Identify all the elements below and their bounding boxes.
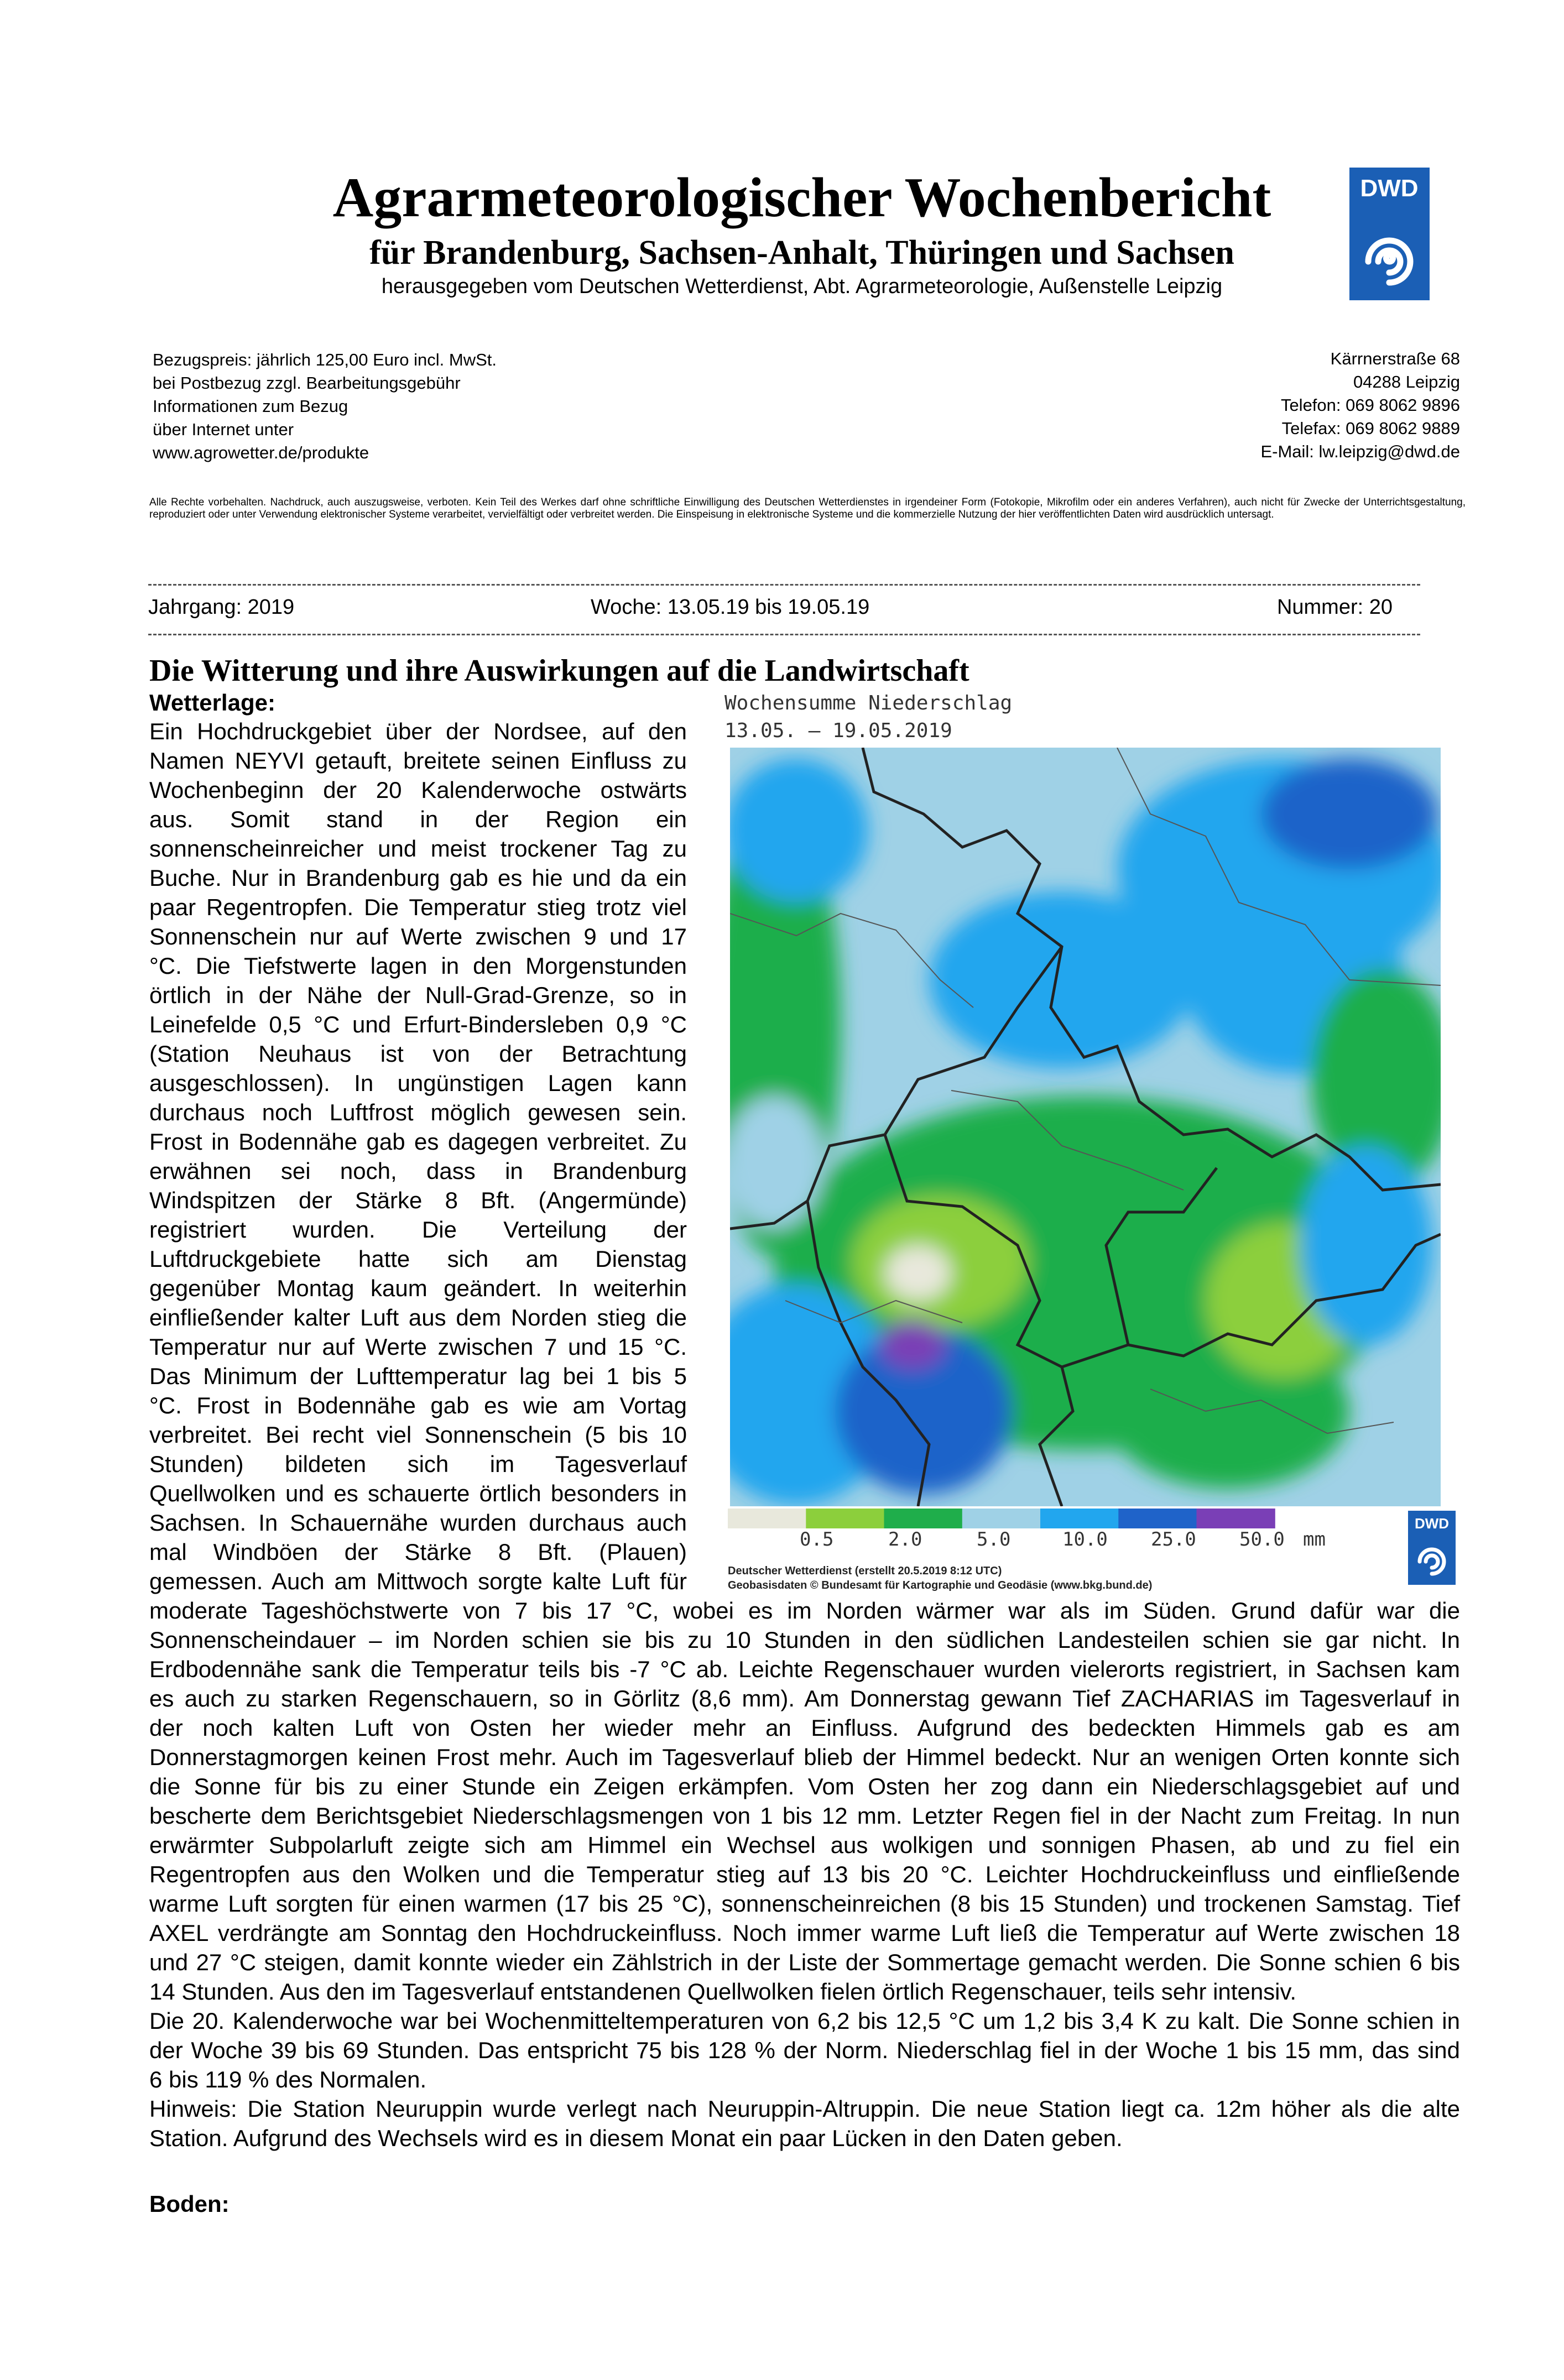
precipitation-map [730,748,1441,1506]
legend-label: 0.5 [800,1528,834,1551]
text-line: der Woche 39 bis 69 Stunden. Das entspricht 75 bis 128 % der Norm. Niederschlag fiel in der Woche 1 bis 15 mm, das sind [149,2037,1460,2063]
text-line: Sonnenschein nur auf Werte zwischen 9 und 17 [149,923,687,949]
text-line: verbreitet. Bei recht viel Sonnenschein (5 bis 10 [149,1422,687,1448]
issue-year: Jahrgang: 2019 [148,596,295,619]
legend-label: 50.0 [1239,1528,1285,1551]
text-line: mal Windböen der Stärke 8 Bft. (Plauen) [149,1539,687,1565]
legend-swatch [884,1509,963,1528]
text-line: Windspitzen der Stärke 8 Bft. (Angermünde) [149,1187,687,1213]
text-line: 6 bis 119 % des Normalen. [149,2066,427,2092]
text-line: Luftdruckgebiete hatte sich am Dienstag [149,1246,687,1272]
legend-label: 25.0 [1151,1528,1196,1551]
legend-unit: mm [1303,1528,1326,1551]
copyright-notice: Alle Rechte vorbehalten. Nachdruck, auch auszugsweise, verboten. Kein Teil des Werkes darf ohne schriftliche Einwilligung des Deutschen Wetterdienstes in irgendeiner Form (Fotokopie, Mikrofilm oder ein anderes Verfahren), auch nicht für Zwecke der Unterrichtsgestaltung, reproduziert oder unter Verwendung elektronischer Systeme verarbeitet, vervielfältigt oder verbreitet werden. Die Einspeisung in elektronische Systeme und die kommerzielle Nutzung der hier veröffentlichten Daten wird ausdrücklich untersagt. [149,497,1466,520]
text-line: °C. Frost in Bodennähe gab es wie am Vortag [149,1392,687,1418]
legend-swatch [1040,1509,1119,1528]
dwd-logo [1349,168,1430,300]
map-credit-dwd: Deutscher Wetterdienst (erstellt 20.5.2019 8:12 UTC) [728,1565,1002,1577]
issue-bar [148,592,1393,623]
contact-email-link[interactable]: E-Mail: lw.leipzig@dwd.de [1260,442,1460,461]
text-line: durchaus noch Luftfrost möglich gewesen sein. [149,1099,687,1125]
legend-label: 10.0 [1062,1528,1108,1551]
map-legend-labels [728,1528,1353,1554]
legend-label: 5.0 [977,1528,1011,1551]
text-line: die Sonne für bis zu einer Stunde ein Zeigen erkämpfen. Vom Osten her zog dann ein Niederschlagsgebiet auf und [149,1773,1460,1799]
text-line: aus. Somit stand in der Region ein [149,806,687,832]
weather-text-full [149,1596,1460,2153]
text-line: Buche. Nur in Brandenburg gab es hie und da ein [149,865,687,891]
map-dwd-logo-text: DWD [1414,1515,1450,1532]
text-line: Regentropfen aus den Wolken und die Temperatur stieg auf 13 bis 20 °C. Leichter Hochdruckeinfluss und einfließende [149,1861,1460,1887]
text-line: der noch kalten Luft von Osten her wieder mehr an Einfluss. Aufgrund des bedeckten Himmels gab es am [149,1715,1460,1741]
boden-heading: Boden: [149,2191,230,2217]
report-subtitle: für Brandenburg, Sachsen-Anhalt, Thüringen und Sachsen [369,234,1234,272]
text-line: Station. Aufgrund des Wechsels wird es in diesem Monat ein paar Lücken in den Daten geben. [149,2125,1123,2151]
weather-text-column [149,717,687,1596]
text-line: °C. Die Tiefstwerte lagen in den Morgenstunden [149,953,687,979]
divider-bottom [148,634,1420,635]
text-line: erwärmter Subpolarluft zeigte sich am Himmel ein Wechsel aus wolkigen und sonnigen Phasen, ab und zu fiel ein [149,1832,1460,1858]
text-line: 14 Stunden. Aus den im Tagesverlauf entstandenen Quellwolken fielen örtlich Regenschauer, teils sehr intensiv. [149,1979,1297,2005]
legend-swatch [1118,1509,1197,1528]
divider-top [148,584,1420,586]
legend-swatch [728,1509,806,1528]
text-line: Das Minimum der Lufttemperatur lag bei 1 bis 5 [149,1363,687,1389]
issue-week: Woche: 13.05.19 bis 19.05.19 [591,596,870,619]
text-line: Temperatur nur auf Werte zwischen 7 und 15 °C. [149,1334,687,1360]
subscription-info-line: bei Postbezug zzgl. Bearbeitungsgebühr [153,373,461,393]
contact-phone: Telefon: 069 8062 9896 [1280,395,1460,415]
text-line: (Station Neuhaus ist von der Betrachtung [149,1041,687,1067]
text-line: Frost in Bodennähe gab es dagegen verbreitet. Zu [149,1129,687,1155]
text-line: erwähnen sei noch, dass in Brandenburg [149,1158,687,1184]
subscription-info-line: über Internet unter [153,420,294,439]
text-line: einfließender kalter Luft aus dem Norden stieg die [149,1304,687,1330]
publisher-line: herausgegeben vom Deutschen Wetterdienst, Abt. Agrarmeteorologie, Außenstelle Leipzig [381,275,1223,298]
text-line: moderate Tageshöchstwerte von 7 bis 17 °C, wobei es im Norden wärmer war als im Süden. Grund dafür war die [149,1598,1460,1624]
products-link[interactable]: www.agrowetter.de/produkte [153,443,369,462]
text-line: Quellwolken und es schauerte örtlich besonders in [149,1480,687,1506]
text-line: Wochenbeginn der 20 Kalenderwoche ostwärts [149,777,687,803]
text-line: paar Regentropfen. Die Temperatur stieg trotz viel [149,894,687,920]
text-line: Die 20. Kalenderwoche war bei Wochenmitteltemperaturen von 6,2 bis 12,5 °C um 1,2 bis 3,4 K zu kalt. Die Sonne schien in [149,2008,1460,2034]
text-line: bescherte dem Berichtsgebiet Niederschlagsmengen von 1 bis 12 mm. Letzter Regen fiel in der Nacht zum Freitag. In nun [149,1803,1460,1829]
text-line: Sachsen. In Schauernähe wurden durchaus auch [149,1510,687,1536]
map-legend-bar [728,1509,1353,1528]
legend-label: 2.0 [888,1528,922,1551]
wetterlage-heading: Wetterlage: [149,690,275,716]
subscription-info-line: Informationen zum Bezug [153,396,348,416]
text-line: Sonnenscheindauer – im Norden schien sie bis zu 10 Stunden in den südlichen Landesteilen schien sie gar nicht. In [149,1627,1460,1653]
text-line: Ein Hochdruckgebiet über der Nordsee, auf den [149,718,687,744]
contact-street: Kärrnerstraße 68 [1330,349,1460,368]
map-period: 13.05. – 19.05.2019 [724,719,952,742]
text-line: gegenüber Montag kaum geändert. In weiterhin [149,1275,687,1301]
text-line: warme Luft sorgten für einen warmen (17 bis 25 °C), sonnenscheinreichen (8 bis 15 Stunden) und trockenen Samstag. Tief [149,1891,1460,1917]
text-line: es auch zu starken Regenschauern, so in Görlitz (8,6 mm). Am Donnerstag gewann Tief ZACHARIAS im Tagesverlauf in [149,1685,1460,1711]
text-line: gemessen. Auch am Mittwoch sorgte kalte Luft für [149,1568,687,1594]
dwd-logo-text: DWD [1360,175,1419,202]
text-line: Stunden) bildeten sich im Tagesverlauf [149,1451,687,1477]
text-line: Hinweis: Die Station Neuruppin wurde verlegt nach Neuruppin-Altruppin. Die neue Station liegt ca. 12m höher als die alte [149,2096,1460,2122]
map-credit-geodata: Geobasisdaten © Bundesamt für Kartographie und Geodäsie (www.bkg.bund.de) [728,1579,1153,1591]
contact-info [1051,347,1460,463]
contact-city: 04288 Leipzig [1353,372,1460,392]
text-line: ausgeschlossen). In ungünstigen Lagen kann [149,1070,687,1096]
map-title: Wochensumme Niederschlag [724,692,1013,714]
text-line: Namen NEYVI getauft, breitete seinen Einfluss zu [149,748,687,774]
report-title: Agrarmeteorologischer Wochenbericht [332,166,1271,229]
subscription-info [153,348,650,464]
text-line: Erdbodennähe sank die Temperatur teils bis -7 °C ab. Leichte Regenschauer wurden vielerorts registriert, in Sachsen kam [149,1656,1460,1682]
contact-fax: Telefax: 069 8062 9889 [1281,419,1460,438]
legend-swatch [1197,1509,1275,1528]
section-heading: Die Witterung und ihre Auswirkungen auf die Landwirtschaft [149,654,969,688]
text-line: registriert wurden. Die Verteilung der [149,1217,687,1243]
issue-number: Nummer: 20 [1276,596,1393,619]
text-line: AXEL verdrängte am Sonntag den Hochdruckeinfluss. Noch immer warme Luft ließ die Temperatur auf Werte zwischen 18 [149,1920,1460,1946]
text-line: und 27 °C steigen, damit konnte wieder ein Zählstrich in der Liste der Sommertage gemacht werden. Die Sonne schien 6 bis [149,1949,1460,1975]
subscription-info-line: Bezugspreis: jährlich 125,00 Euro incl. MwSt. [153,350,497,369]
text-line: sonnenscheinreicher und meist trockener Tag zu [149,836,687,862]
legend-swatch [962,1509,1041,1528]
legend-swatch [806,1509,884,1528]
text-line: Donnerstagmorgen keinen Frost mehr. Auch im Tagesverlauf blieb der Himmel bedeckt. Nur an wenigen Orten konnte sich [149,1744,1460,1770]
text-line: örtlich in der Nähe der Null-Grad-Grenze, so in [149,982,687,1008]
map-dwd-logo [1408,1511,1456,1585]
text-line: Leinefelde 0,5 °C und Erfurt-Bindersleben 0,9 °C [149,1011,687,1037]
